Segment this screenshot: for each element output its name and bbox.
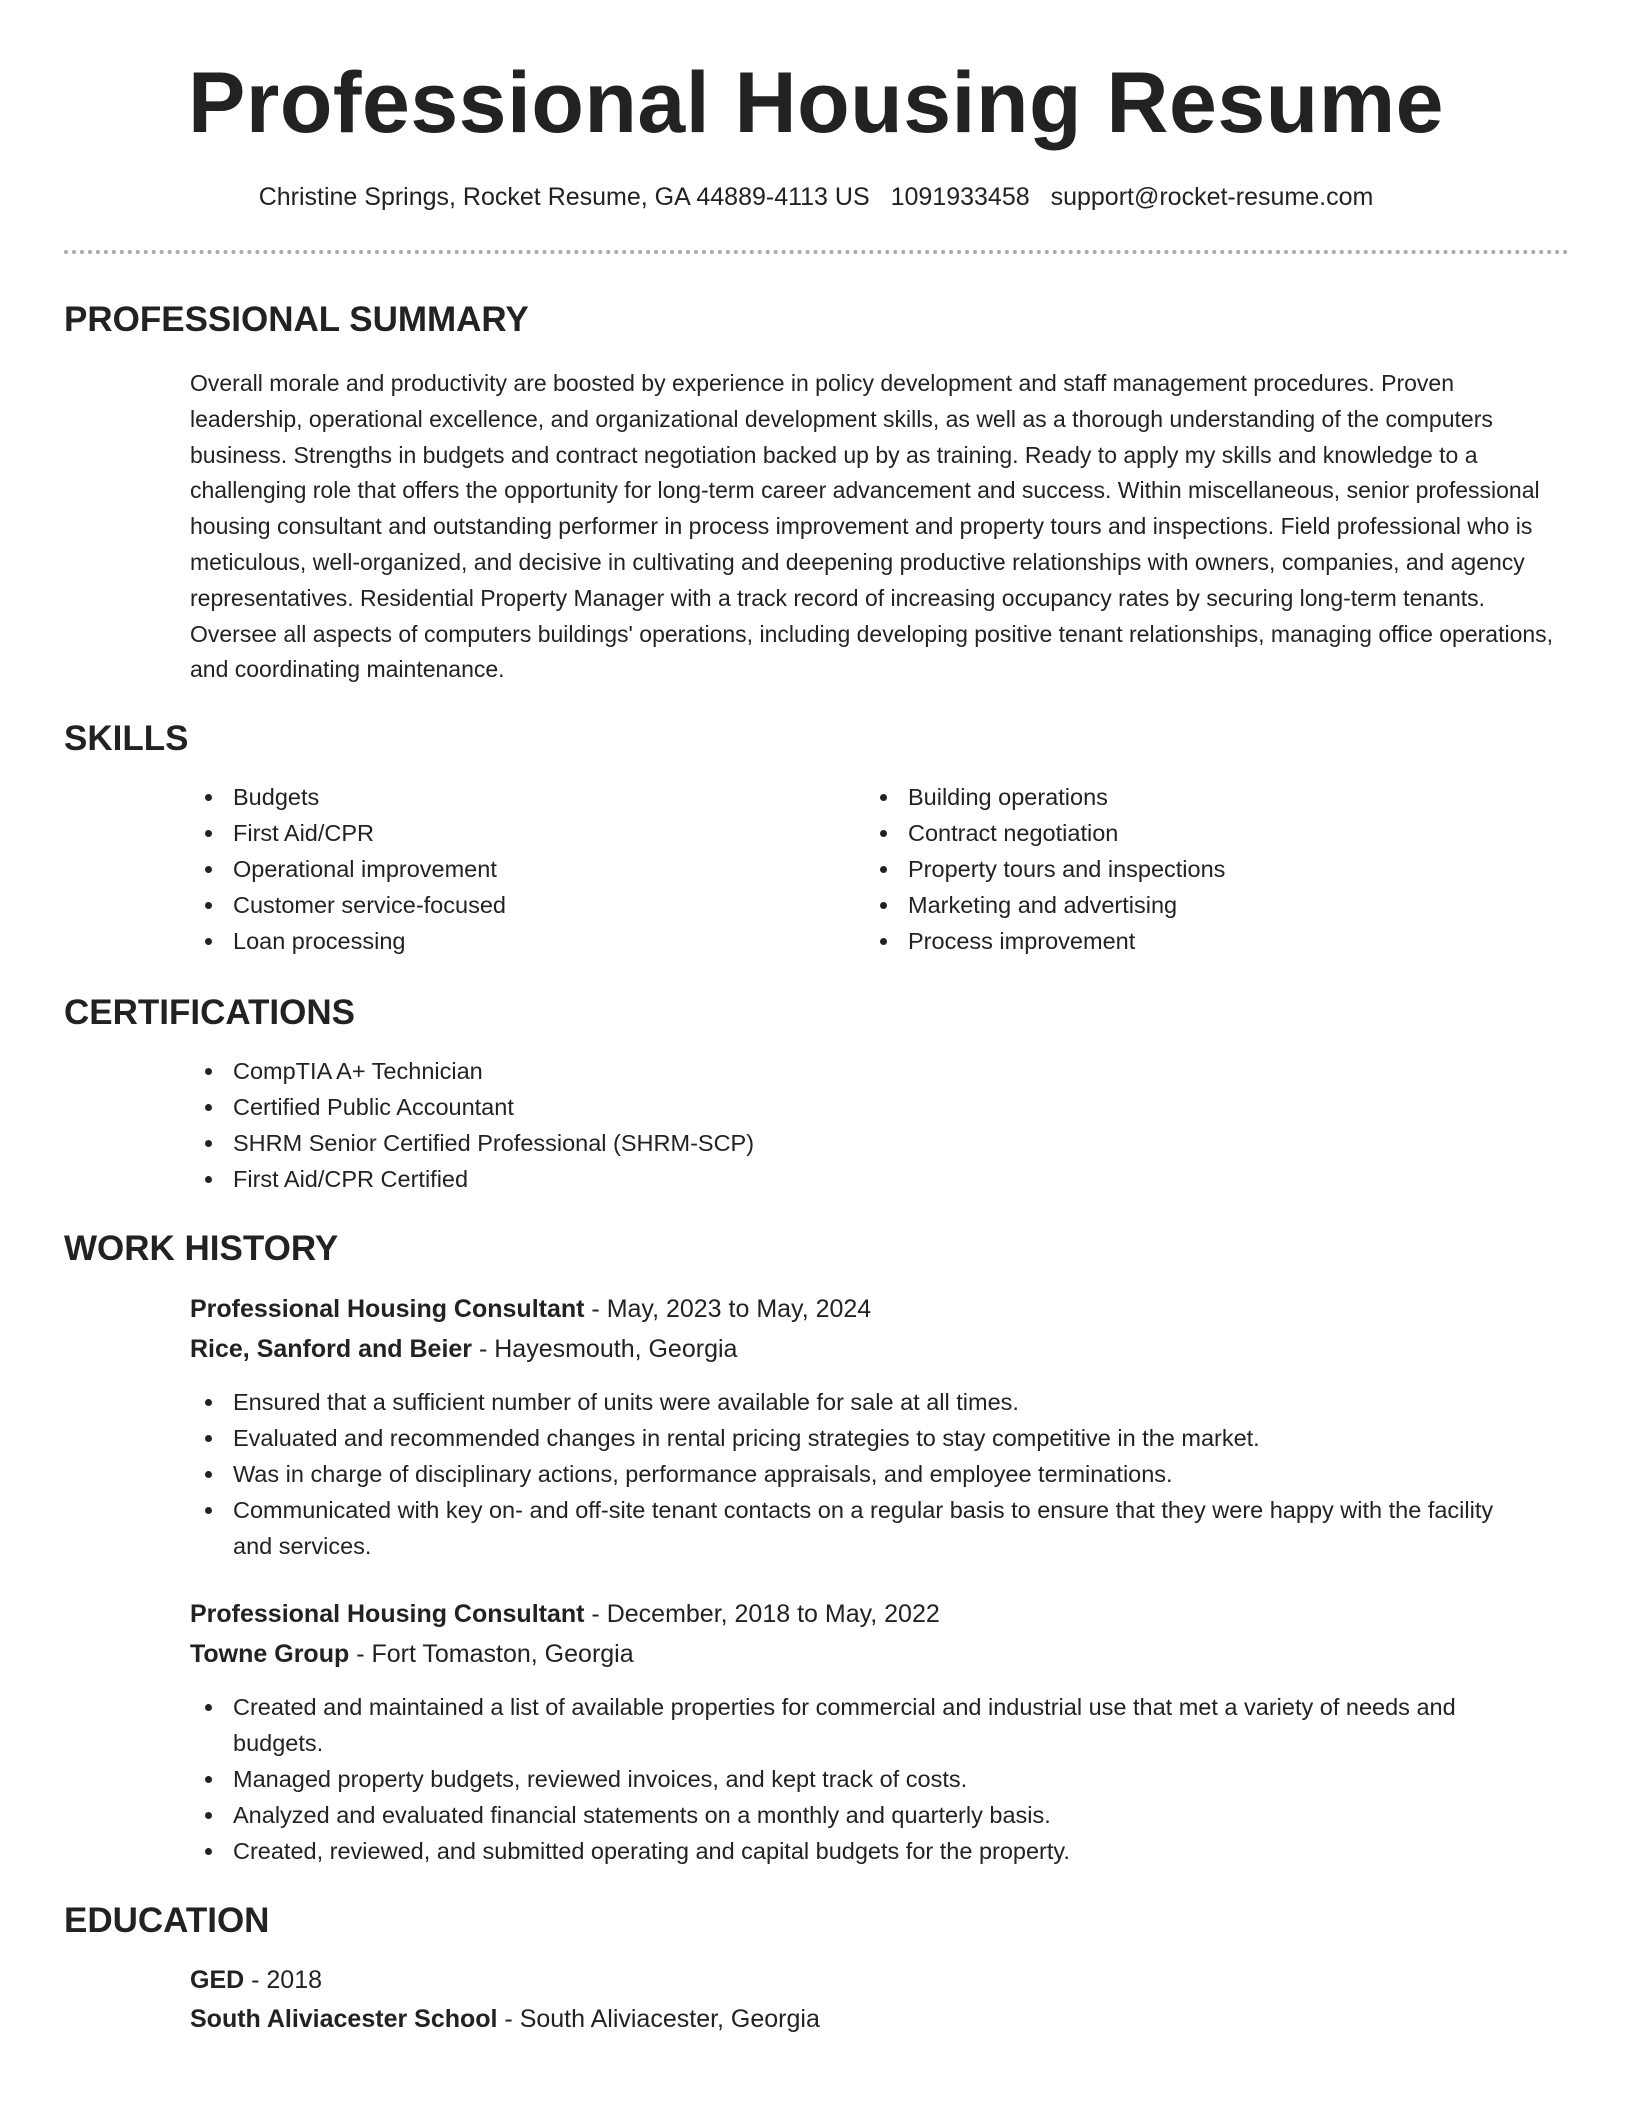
job-bullet: Evaluated and recommended changes in rental pricing strategies to stay competitive in the market. — [190, 1420, 1520, 1456]
skills-list-right — [865, 779, 1545, 959]
skill-item: Budgets — [190, 779, 830, 815]
job-bullets — [190, 1689, 1530, 1869]
header-divider — [64, 250, 1569, 254]
job-bullet: Analyzed and evaluated financial statements on a monthly and quarterly basis. — [190, 1797, 1530, 1833]
job-location: - Hayesmouth, Georgia — [472, 1335, 738, 1363]
certification-item: CompTIA A+ Technician — [190, 1053, 1490, 1089]
job-dates: - December, 2018 to May, 2022 — [584, 1600, 940, 1628]
job-bullet: Created and maintained a list of available properties for commercial and industrial use that met a variety of needs and budgets. — [190, 1689, 1530, 1761]
skill-item: Loan processing — [190, 923, 830, 959]
skills-list-left — [190, 779, 830, 959]
job-company: Towne Group — [190, 1640, 350, 1668]
job-bullet: Created, reviewed, and submitted operating and capital budgets for the property. — [190, 1833, 1530, 1869]
contact-phone: 1091933458 — [890, 183, 1030, 211]
education-heading: EDUCATION — [64, 1901, 270, 1940]
certifications-heading: CERTIFICATIONS — [64, 993, 356, 1032]
job-title-line — [190, 1597, 940, 1631]
contact-line — [0, 180, 1632, 214]
skill-item: Operational improvement — [190, 851, 830, 887]
skills-heading: SKILLS — [64, 719, 189, 758]
job-bullets — [190, 1384, 1520, 1564]
certifications-list — [190, 1053, 1490, 1197]
job-company-line — [190, 1332, 737, 1366]
education-degree: GED — [190, 1966, 245, 1994]
job-bullet: Communicated with key on- and off-site tenant contacts on a regular basis to ensure that they were happy with the facility and services. — [190, 1492, 1520, 1564]
job-bullet: Was in charge of disciplinary actions, performance appraisals, and employee terminations. — [190, 1456, 1520, 1492]
contact-email: support@rocket-resume.com — [1050, 183, 1374, 211]
summary-text: Overall morale and productivity are boosted by experience in policy development and staff management procedures. Proven leadership, operational excellence, and organizational development skills, as well as a thorough understanding of the computers business. Strengths in budgets and contract negotiation backed up by as training. Ready to apply my skills and knowledge to a challenging role that offers the opportunity for long-term career advancement and success. Within miscellaneous, senior professional housing consultant and outstanding performer in process improvement and property tours and inspections. Field professional who is meticulous, well-organized, and decisive in cultivating and deepening productive relationships with owners, companies, and agency representatives. Residential Property Manager with a track record of increasing occupancy rates by securing long-term tenants. Oversee all aspects of computers buildings' operations, including developing positive tenant relationships, managing office operations, and coordinating maintenance. — [190, 370, 1554, 683]
skill-item: First Aid/CPR — [190, 815, 830, 851]
skill-item: Property tours and inspections — [865, 851, 1545, 887]
job-title: Professional Housing Consultant — [190, 1600, 585, 1628]
education-location: - South Aliviacester, Georgia — [497, 2005, 820, 2033]
job-company: Rice, Sanford and Beier — [190, 1335, 473, 1363]
job-location: - Fort Tomaston, Georgia — [349, 1640, 634, 1668]
job-bullet: Ensured that a sufficient number of units were available for sale at all times. — [190, 1384, 1520, 1420]
contact-address: Christine Springs, Rocket Resume, GA 44889-4113 US — [258, 183, 870, 211]
certification-item: Certified Public Accountant — [190, 1089, 1490, 1125]
education-school-line — [190, 2002, 820, 2036]
certification-item: SHRM Senior Certified Professional (SHRM-SCP) — [190, 1125, 1490, 1161]
job-company-line — [190, 1637, 634, 1671]
skill-item: Marketing and advertising — [865, 887, 1545, 923]
job-title: Professional Housing Consultant — [190, 1295, 585, 1323]
education-year: - 2018 — [244, 1966, 323, 1994]
job-title-line — [190, 1292, 871, 1326]
work-history-heading: WORK HISTORY — [64, 1229, 339, 1268]
summary-heading: PROFESSIONAL SUMMARY — [64, 300, 529, 339]
skill-item: Contract negotiation — [865, 815, 1545, 851]
education-degree-line — [190, 1963, 322, 1997]
job-bullet: Managed property budgets, reviewed invoices, and kept track of costs. — [190, 1761, 1530, 1797]
resume-title: Professional Housing Resume — [187, 55, 1444, 151]
skill-item: Customer service-focused — [190, 887, 830, 923]
skill-item: Process improvement — [865, 923, 1545, 959]
skill-item: Building operations — [865, 779, 1545, 815]
job-dates: - May, 2023 to May, 2024 — [584, 1295, 872, 1323]
certification-item: First Aid/CPR Certified — [190, 1161, 1490, 1197]
education-school: South Aliviacester School — [190, 2005, 498, 2033]
